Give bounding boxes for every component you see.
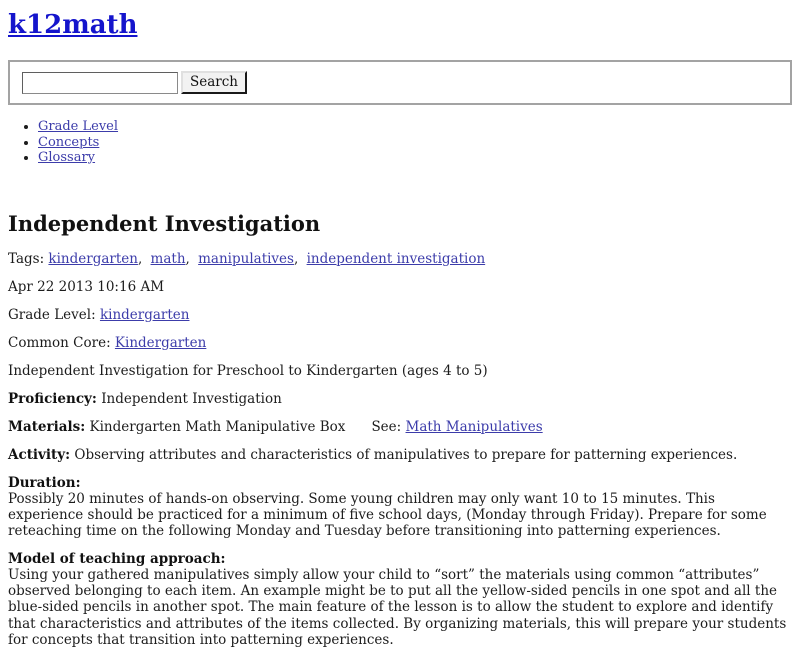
article-title: Independent Investigation [8,210,321,236]
common-core-line [8,335,792,352]
see-label: See: [371,418,402,435]
tag-separator: , [293,250,299,267]
nav-list [8,119,792,166]
activity-label: Activity: [8,446,71,463]
activity-value: Observing attributes and characteristics of manipulatives to prepare for patterning experiences. [74,446,738,463]
model-paragraph [8,551,792,648]
nav-link-concepts[interactable]: Concepts [38,134,100,150]
nav-item-concepts [38,135,792,151]
activity-line [8,447,792,464]
page [8,10,792,648]
tag-separator: , [185,250,190,267]
materials-line [8,419,792,436]
tags-label: Tags: [8,250,45,267]
site-title [8,10,792,40]
search-button[interactable]: Search [181,71,247,94]
materials-label: Materials: [8,418,86,435]
duration-text: Possibly 20 minutes of hands-on observing. Some young children may only want 10 to 15 minutes. This experience should be practiced for a minimum of five school days, (Monday through Friday). Prepare for some reteaching time on the following Monday and Tuesday before transitioning into patterning experiences. [8,490,767,540]
tag-link-math[interactable]: math [150,250,186,267]
common-core-label: Common Core: [8,334,111,351]
summary-line: Independent Investigation for Preschool to Kindergarten (ages 4 to 5) [8,362,488,379]
grade-level-line [8,307,792,324]
tag-link-kindergarten[interactable]: kindergarten [48,250,138,267]
search-input[interactable] [22,72,178,94]
grade-level-label: Grade Level: [8,306,96,323]
nav-item-grade-level [38,119,792,135]
see-math-manipulatives-link[interactable]: Math Manipulatives [405,418,543,435]
see-group [371,419,542,435]
nav-item-glossary [38,150,792,166]
model-label: Model of teaching approach: [8,550,226,567]
tag-link-manipulatives[interactable]: manipulatives [198,250,294,267]
grade-level-link[interactable]: kindergarten [99,306,190,323]
duration-label: Duration: [8,474,81,491]
common-core-link[interactable]: Kindergarten [114,334,207,351]
proficiency-line [8,391,792,408]
proficiency-label: Proficiency: [8,390,97,407]
materials-value: Kindergarten Math Manipulative Box [89,418,346,435]
nav-link-grade-level[interactable]: Grade Level [38,119,119,134]
site-title-link[interactable]: k12math [8,10,138,40]
tag-separator: , [137,250,143,267]
proficiency-value: Independent Investigation [101,390,282,407]
duration-paragraph [8,475,792,540]
tag-link-independent-investigation[interactable]: independent investigation [306,250,486,267]
date-line: Apr 22 2013 10:16 AM [8,278,165,295]
search-box [8,60,792,105]
tags-line [8,251,792,268]
model-text: Using your gathered manipulatives simply allow your child to “sort” the materials using common “attributes” observed belonging to each item. An example might be to put all the yellow-sided pencils in one spot and all the blue-sided pencils in another spot. The main feature of the lesson is to allow the student to explore and identify that characteristics and attributes of the items collected. By organizing materials, this will prepare your students for concepts that transition into patterning experiences. [8,567,787,648]
nav-link-glossary[interactable]: Glossary [38,150,96,165]
